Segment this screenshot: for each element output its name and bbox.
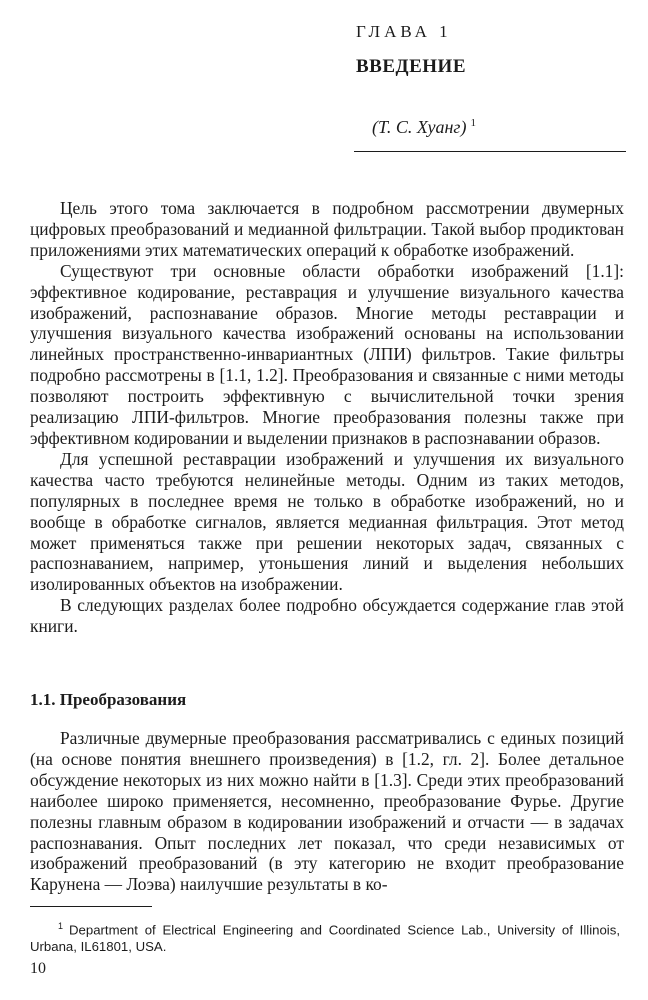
author-footnote-mark: 1 [470, 117, 476, 129]
chapter-label: ГЛАВА 1 [356, 22, 452, 41]
author-rule [354, 151, 626, 152]
intro-paragraph-4: В следующих разделах более подробно обсуждается содержание глав этой книги. [30, 595, 624, 637]
chapter-title: ВВЕДЕНИЕ [356, 56, 466, 77]
intro-paragraph-1: Цель этого тома заключается в подробном рассмотрении двумерных цифровых преобразований и медианной фильтрации. Такой выбор продиктован приложениями этих математических операций к обработке изображений. [30, 198, 624, 260]
page-number: 10 [30, 960, 46, 977]
section-text [30, 728, 624, 895]
author-name: (Т. С. Хуанг) [372, 117, 467, 137]
footnote-rule [30, 906, 152, 907]
footnote-text: Department of Electrical Engineering and Coordinated Science Lab., University of Illinois, Urbana, IL61801, USA. [30, 922, 620, 955]
intro-paragraph-3: Для успешной реставрации изображений и улучшения их визуального качества часто требуются нелинейные методы. Одним из таких методов, популярных в последнее время не только в обработке изображений, но и вообще в обработке сигналов, является медианная фильтрация. Этот метод может применяться также при решении некоторых задач, связанных с распознаванием, например, утоньшения линий и выделения небольших изолированных объектов на изображении. [30, 448, 624, 595]
section-paragraph: Различные двумерные преобразования рассматривались с единых позиций (на основе понятия внешнего произведения) в [1.2, гл. 2]. Более детальное обсуждение некоторых из них можно найти в [1.3]. Среди этих преобразований наиболее широко применяется, несомненно, преобразование Фурье. Другие полезны главным образом в кодировании изображений и отчасти — в задачах распознавания. Опыт последних лет показал, что среди независимых от изображений преобразований (в эту категорию не входит преобразование Карунена — Лоэва) наилучшие результаты в ко- [30, 728, 624, 895]
chapter-author [372, 117, 476, 138]
section-heading: 1.1. Преобразования [30, 690, 187, 709]
intro-paragraph-2: Существуют три основные области обработки изображений [1.1]: эффективное кодирование, реставрация и улучшение визуального качества изображений, распознавание образов. Многие методы реставрации и улучшения визуального качества изображений основаны на использовании линейных пространственно-инвариантных (ЛПИ) фильтров. Такие фильтры подробно рассмотрены в [1.1, 1.2]. Преобразования и связанные с ними методы позволяют построить эффективную с вычислительной точки зрения реализацию ЛПИ-фильтров. Многие преобразования полезны также при эффективном кодировании и выделении признаков в распознавании образов. [30, 260, 624, 448]
footnote-mark: 1 [58, 921, 64, 931]
footnote [30, 918, 620, 955]
intro-text [30, 198, 624, 637]
